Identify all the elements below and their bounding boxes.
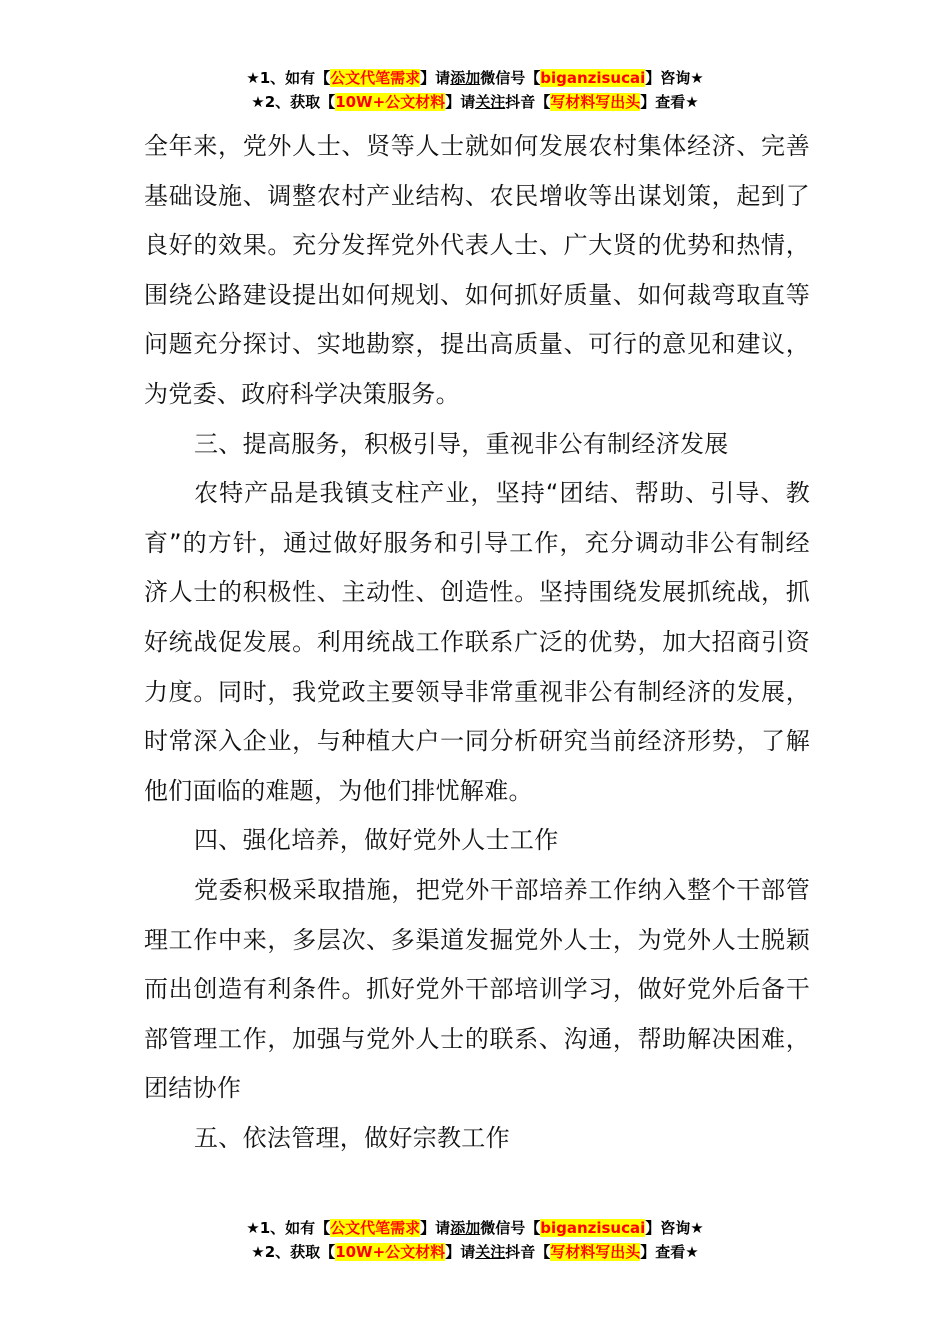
section-heading: 三、提高服务，积极引导，重视非公有制经济发展: [194, 429, 729, 458]
banner-underline: 关注: [475, 1243, 506, 1261]
banner-text: 抖音【: [505, 93, 551, 111]
header-banner: [0, 66, 950, 114]
banner-text: 抖音【: [505, 1243, 551, 1261]
banner-highlight: 10W+公文材料: [335, 1243, 446, 1261]
banner-highlight: 公文代笔需求: [330, 1219, 421, 1237]
banner-text: ★2、获取【: [251, 1243, 336, 1261]
banner-underline: 关注: [475, 93, 506, 111]
banner-text: 微信号【: [480, 69, 541, 87]
section-heading: 五、依法管理，做好宗教工作: [194, 1123, 510, 1152]
paragraph: 全年来，党外人士、贤等人士就如何发展农村集体经济、完善基础设施、调整农村产业结构、农民增收等出谋划策，起到了良好的效果。充分发挥党外代表人士、广大贤的优势和热情，围绕公路建设提出如何规划、如何抓好质量、如何裁弯取直等问题充分探讨、实地勘察，提出高质量、可行的意见和建议，为党委、政府科学决策服务。: [144, 132, 810, 408]
banner-highlight: 写材料写出头: [550, 93, 641, 111]
document-body: [144, 122, 810, 1163]
banner-underline: 添加: [450, 1219, 481, 1237]
banner-text: ★1、如有【: [246, 1219, 331, 1237]
banner-line-1: [0, 1216, 950, 1240]
banner-underline: 添加: [450, 69, 481, 87]
banner-text: 】咨询★: [645, 1219, 704, 1237]
banner-text: 】请: [420, 1219, 451, 1237]
banner-text: 】请: [445, 93, 476, 111]
banner-highlight: 写材料写出头: [550, 1243, 641, 1261]
banner-text: 】查看★: [640, 1243, 699, 1261]
banner-line-2: [0, 1240, 950, 1264]
paragraph: 党委积极采取措施，把党外干部培养工作纳入整个干部管理工作中来，多层次、多渠道发掘党外人士，为党外人士脱颖而出创造有利条件。抓好党外干部培训学习，做好党外后备干部管理工作，加强与党外人士的联系、沟通，帮助解决困难，团结协作: [144, 875, 810, 1103]
banner-text: ★2、获取【: [251, 93, 336, 111]
banner-text: ★1、如有【: [246, 69, 331, 87]
banner-highlight: 10W+公文材料: [335, 93, 446, 111]
banner-text: 】请: [445, 1243, 476, 1261]
paragraph: 农特产品是我镇支柱产业，坚持“团结、帮助、引导、教育”的方针，通过做好服务和引导工作，充分调动非公有制经济人士的积极性、主动性、创造性。坚持围绕发展抓统战，抓好统战促发展。利用统战工作联系广泛的优势，加大招商引资力度。同时，我党政主要领导非常重视非公有制经济的发展，时常深入企业，与种植大户一同分析研究当前经济形势，了解他们面临的难题，为他们排忧解难。: [144, 479, 810, 805]
banner-text: 微信号【: [480, 1219, 541, 1237]
banner-text: 】请: [420, 69, 451, 87]
banner-highlight: 公文代笔需求: [330, 69, 421, 87]
banner-highlight: biganzisucai: [540, 1219, 646, 1237]
banner-highlight: biganzisucai: [540, 69, 646, 87]
section-heading: 四、强化培养，做好党外人士工作: [194, 826, 559, 855]
banner-line-1: [0, 66, 950, 90]
footer-banner: [0, 1216, 950, 1264]
banner-text: 】查看★: [640, 93, 699, 111]
banner-line-2: [0, 90, 950, 114]
banner-text: 】咨询★: [645, 69, 704, 87]
